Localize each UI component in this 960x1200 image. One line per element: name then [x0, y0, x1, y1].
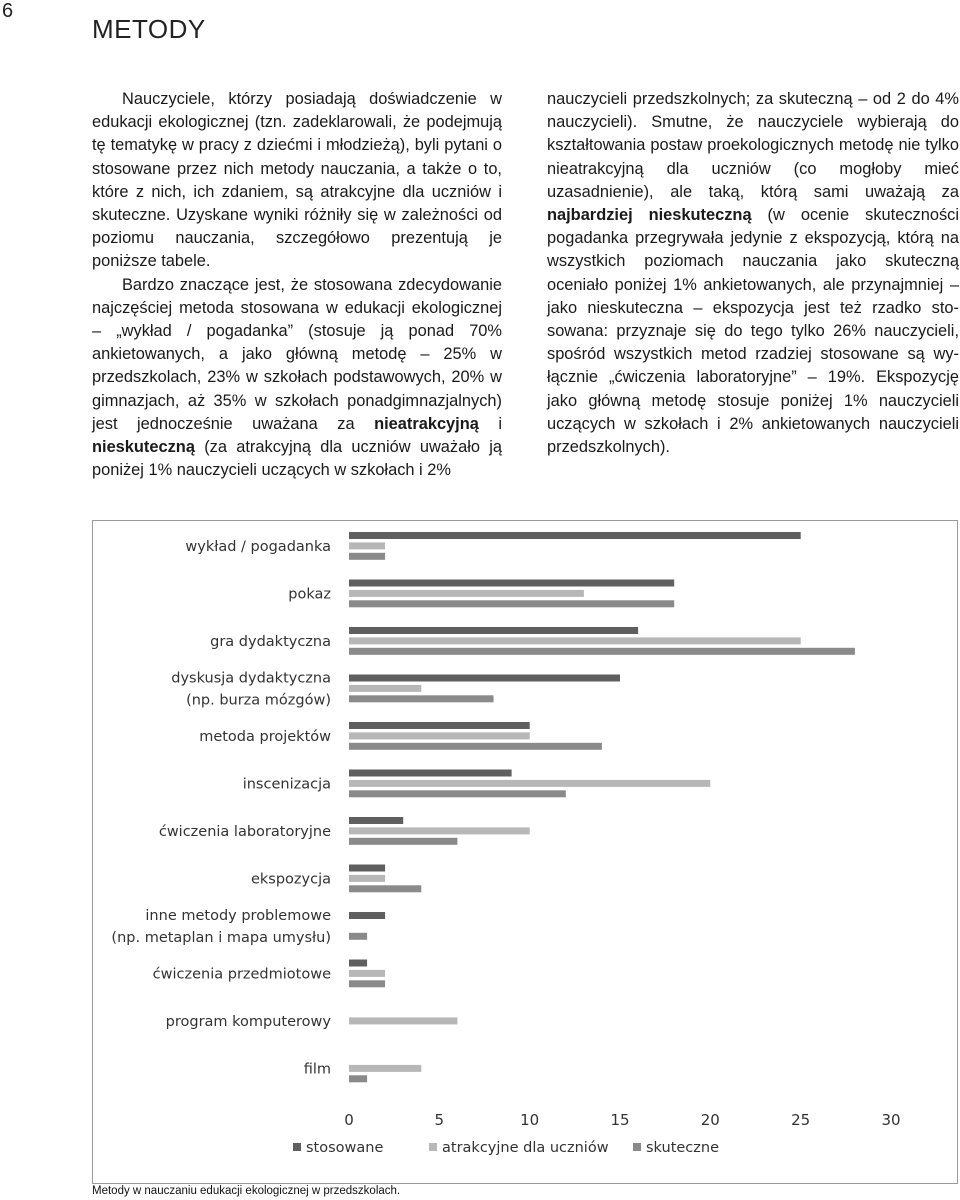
x-tick-label-15: 15: [610, 1111, 630, 1129]
emphasis-ineffective: nieskuteczną: [92, 438, 195, 457]
bar-skuteczne-gra-dydaktyczna: [349, 648, 855, 655]
paragraph-lecture-joiner: i: [478, 414, 502, 433]
category-label-wyklad-pogadanka: wykład / pogadanka: [185, 538, 331, 555]
paragraph-continued-text: nauczycieli przedszkolnych; za skuteczną – od 2 do 4% nauczycieli). Smutne, że nauczyciele wybierają do kształtowania postaw proekologicznych metodę nie tylko nieatrakcyjną dla uczniów (co mogłoby mieć uzasadnienie), ale taką, którą sami uważają za: [547, 90, 959, 201]
category-label-inne-metody-problemowe-line2: (np. metaplan i mapa umysłu): [111, 929, 331, 946]
category-label-cwiczenia-laboratoryjne: ćwiczenia laboratoryjne: [158, 823, 331, 840]
x-tick-label-5: 5: [434, 1111, 445, 1129]
bar-skuteczne-dyskusja-dydaktyczna: [349, 695, 494, 702]
legend-swatch-stosowane: [293, 1143, 301, 1151]
category-label-inne-metody-problemowe-line1: inne metody problemowe: [145, 907, 331, 924]
paragraph-continued-end: (w ocenie skuteczności pogadanka przegrywała jedynie z ekspozycją, którą na wszystkich poziomach nauczania jako skuteczną oceniało poniżej 1% ankietowanych, ale przynajmniej – jako nieskuteczna – ekspozycja jest też rzadko stosowana: przyznaje się do tego tylko 26% nauczycieli, spośród wszystkich metod rzadziej stosowane są wyłącznie „ćwiczenia laboratoryjne” – 19%. Ekspozycję jako główną metodę stosuje poniżej 1% nauczycieli uczących w szkołach i 2% ankietowanych nauczycieli przedszkolnych).: [547, 206, 959, 457]
bar-atrakcyjne-dla-uczniow-pokaz: [349, 590, 584, 597]
category-label-ekspozycja: ekspozycja: [250, 871, 331, 888]
bar-skuteczne-inne-metody-problemowe: [349, 933, 367, 940]
bar-stosowane-gra-dydaktyczna: [349, 627, 638, 634]
category-label-pokaz: pokaz: [288, 586, 331, 603]
bar-atrakcyjne-dla-uczniow-film: [349, 1065, 421, 1072]
bar-atrakcyjne-dla-uczniow-program-komputerowy: [349, 1017, 457, 1024]
x-tick-label-25: 25: [791, 1111, 811, 1129]
bar-skuteczne-film: [349, 1075, 367, 1082]
bar-atrakcyjne-dla-uczniow-wyklad-pogadanka: [349, 542, 385, 549]
bar-stosowane-ekspozycja: [349, 865, 385, 872]
legend-swatch-skuteczne: [633, 1143, 641, 1151]
bar-atrakcyjne-dla-uczniow-gra-dydaktyczna: [349, 637, 801, 644]
bar-atrakcyjne-dla-uczniow-inscenizacja: [349, 780, 710, 787]
section-title: METODY: [92, 14, 206, 44]
bar-stosowane-pokaz: [349, 580, 674, 587]
bar-stosowane-cwiczenia-laboratoryjne: [349, 817, 403, 824]
paragraph-intro-text: Nauczyciele, którzy posiadają doświadczenie w edukacji ekologicznej (tzn. zadeklarowali, że podejmują tę tematykę w pracy z dziećmi i młodzieżą), byli pytani o stosowane przez nich metody nauczania, a także o to, które z nich, ich zdaniem, są atrakcyjne dla uczniów i skuteczne. Uzyskane wyniki różniły się w zależności od poziomu nauczania, szczegółowo prezentują je poniższe tabele.: [92, 90, 502, 271]
bar-stosowane-wyklad-pogadanka: [349, 532, 801, 539]
text-column-right: [547, 88, 959, 459]
legend-swatch-atrakcyjne-dla-uczniow: [429, 1143, 437, 1151]
category-label-gra-dydaktyczna: gra dydaktyczna: [210, 633, 331, 650]
legend-label-stosowane: stosowane: [306, 1140, 384, 1156]
bar-skuteczne-cwiczenia-laboratoryjne: [349, 838, 457, 845]
bar-skuteczne-inscenizacja: [349, 790, 566, 797]
bar-skuteczne-ekspozycja: [349, 885, 421, 892]
category-label-metoda-projektow: metoda projektów: [199, 728, 331, 745]
page-number: 6: [2, 0, 14, 22]
bar-stosowane-cwiczenia-przedmiotowe: [349, 960, 367, 967]
x-tick-label-30: 30: [881, 1111, 901, 1129]
bar-stosowane-inne-metody-problemowe: [349, 912, 385, 919]
category-label-dyskusja-dydaktyczna-line2: (np. burza mózgów): [186, 692, 331, 709]
bar-stosowane-inscenizacja: [349, 770, 512, 777]
bar-atrakcyjne-dla-uczniow-cwiczenia-laboratoryjne: [349, 827, 530, 834]
category-label-cwiczenia-przedmiotowe: ćwiczenia przedmiotowe: [152, 966, 331, 983]
category-label-film: film: [303, 1061, 331, 1078]
methods-bar-chart: [93, 521, 957, 1183]
paragraph-lecture-text: Bardzo znaczące jest, że stosowana zdecydowanie najczęściej metoda stosowana w edukacji ekologicznej – „wykład / pogadanka” (stosuje ją ponad 70% ankietowanych, a jako główną metodę – 25% w przedszkolach, 23% w szkołach podstawowych, 20% w gimnazjach, aż 35% w szkołach ponadgimnazjalnych) jest jednocześnie uważana za: [92, 275, 502, 433]
bar-stosowane-dyskusja-dydaktyczna: [349, 675, 620, 682]
legend-label-skuteczne: skuteczne: [646, 1140, 719, 1156]
bar-atrakcyjne-dla-uczniow-metoda-projektow: [349, 732, 530, 739]
x-tick-label-0: 0: [344, 1111, 354, 1129]
emphasis-most-ineffective: najbardziej nieskuteczną: [547, 206, 752, 225]
bar-stosowane-metoda-projektow: [349, 722, 530, 729]
paragraph-lecture: [92, 274, 502, 483]
x-tick-label-20: 20: [700, 1111, 720, 1129]
x-tick-label-10: 10: [520, 1111, 540, 1129]
paragraph-continued: [547, 88, 959, 459]
legend-label-atrakcyjne-dla-uczniow: atrakcyjne dla uczniów: [442, 1140, 609, 1156]
bar-atrakcyjne-dla-uczniow-ekspozycja: [349, 875, 385, 882]
bar-skuteczne-metoda-projektow: [349, 743, 602, 750]
category-label-program-komputerowy: program komputerowy: [165, 1013, 331, 1030]
category-label-inscenizacja: inscenizacja: [242, 776, 331, 793]
bar-atrakcyjne-dla-uczniow-dyskusja-dydaktyczna: [349, 685, 421, 692]
text-column-left: [92, 88, 502, 482]
emphasis-unattractive: nieatrakcyjną: [374, 414, 479, 433]
paragraph-intro: [92, 88, 502, 274]
bar-skuteczne-wyklad-pogadanka: [349, 553, 385, 560]
bar-atrakcyjne-dla-uczniow-cwiczenia-przedmiotowe: [349, 970, 385, 977]
bar-skuteczne-cwiczenia-przedmiotowe: [349, 980, 385, 987]
category-label-dyskusja-dydaktyczna-line1: dyskusja dydaktyczna: [171, 670, 331, 687]
paragraph-lecture-end: (za atrakcyjną dla uczniów uważało ją poniżej 1% nauczycieli uczących w szkołach i 2%: [92, 438, 502, 480]
figure-caption: Metody w nauczaniu edukacji ekologicznej w przedszkolach.: [92, 1185, 401, 1197]
bar-skuteczne-pokaz: [349, 600, 674, 607]
chart-frame: [92, 520, 958, 1184]
